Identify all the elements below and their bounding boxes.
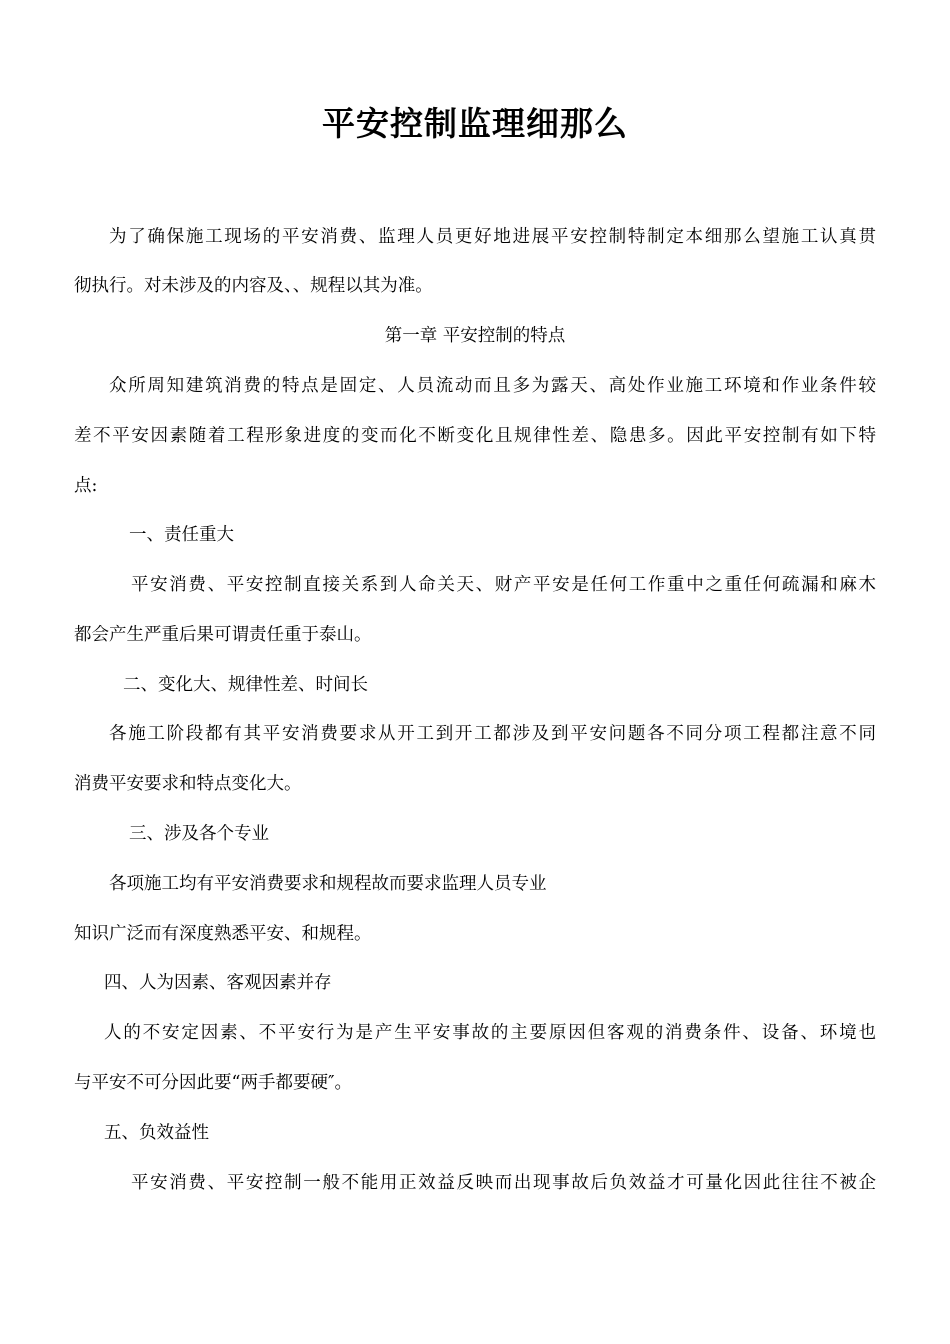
section-heading: 四、人为因素、客观因素并存 [104, 973, 332, 993]
section-heading: 二、变化大、规律性差、时间长 [123, 675, 368, 695]
paragraph-line: 差不平安因素随着工程形象进度的变而化不断变化且规律性差、隐患多。因此平安控制有如下特 [74, 426, 876, 446]
section-heading: 三、涉及各个专业 [129, 824, 269, 844]
paragraph-line: 消费平安要求和特点变化大。 [74, 774, 302, 794]
chapter-heading: 第一章 平安控制的特点 [384, 326, 566, 346]
paragraph-line: 都会产生严重后果可谓责任重于泰山。 [74, 625, 372, 645]
paragraph-line: 众所周知建筑消费的特点是固定、人员流动而且多为露天、高处作业施工环境和作业条件较 [109, 376, 876, 396]
paragraph-line: 人的不安定因素、不平安行为是产生平安事故的主要原因但客观的消费条件、设备、环境也 [104, 1023, 876, 1043]
paragraph-line: 点: [74, 476, 98, 496]
document-title: 平安控制监理细那么 [322, 104, 628, 143]
paragraph-line: 与平安不可分因此要“两手都要硬″。 [74, 1073, 352, 1093]
paragraph-line: 彻执行。对未涉及的内容及、、规程以其为准。 [74, 276, 433, 296]
section-heading: 一、责任重大 [129, 525, 234, 545]
paragraph-line: 平安消费、平安控制一般不能用正效益反映而出现事故后负效益才可量化因此往往不被企 [131, 1173, 876, 1193]
paragraph-line: 知识广泛而有深度熟悉平安、和规程。 [74, 924, 372, 944]
paragraph-line: 为了确保施工现场的平安消费、监理人员更好地进展平安控制特制定本细那么望施工认真贯 [109, 227, 876, 247]
paragraph-line: 各项施工均有平安消费要求和规程故而要求监理人员专业 [109, 874, 547, 894]
section-heading: 五、负效益性 [104, 1123, 209, 1143]
paragraph-line: 平安消费、平安控制直接关系到人命关天、财产平安是任何工作重中之重任何疏漏和麻木 [131, 575, 876, 595]
paragraph-line: 各施工阶段都有其平安消费要求从开工到开工都涉及到平安问题各不同分项工程都注意不同 [109, 724, 876, 744]
